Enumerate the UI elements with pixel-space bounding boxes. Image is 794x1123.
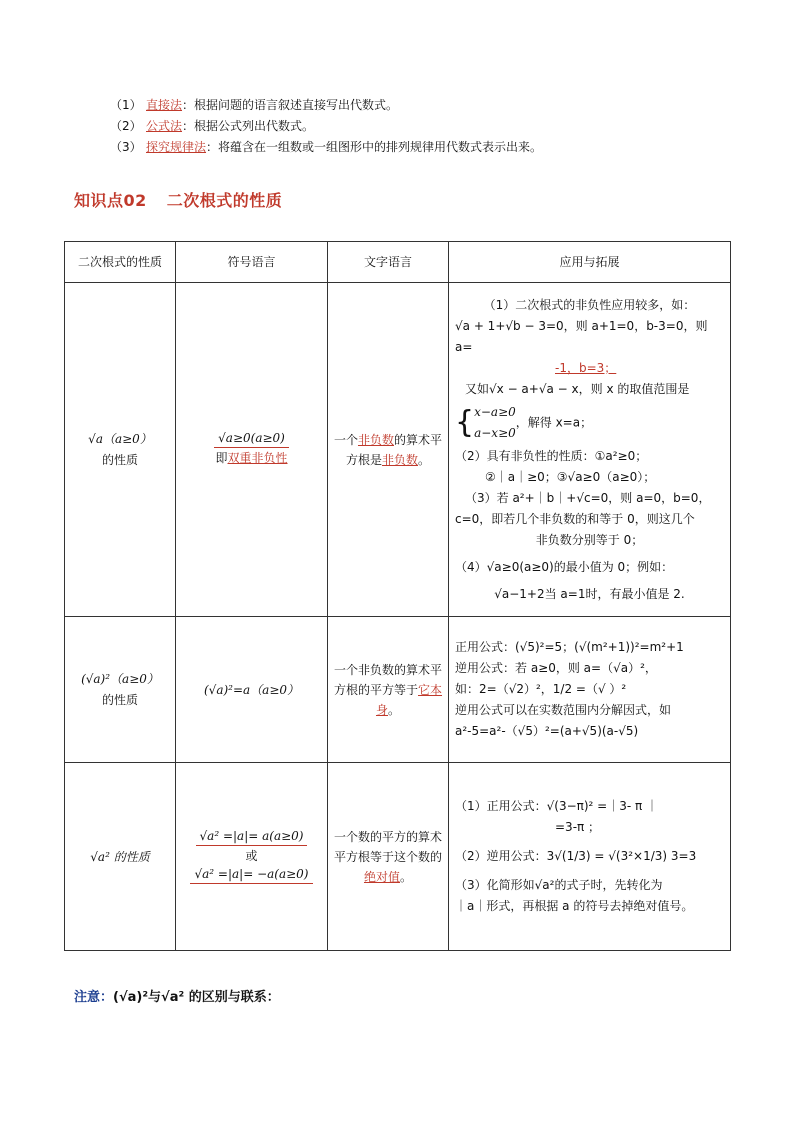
text-part: 一个非负数的算术平方根的平方等于 [333, 662, 442, 697]
app-line: （1）正用公式：√(3−π)² =｜3- π ｜ [455, 799, 659, 813]
text-part: 一个 [333, 432, 358, 447]
text-part: 。 [418, 452, 431, 467]
table-header-row [65, 242, 731, 283]
app-line: （4）√a≥0(a≥0)的最小值为 0；例如： [455, 559, 674, 574]
note [74, 986, 280, 1005]
method-name: 公式法 [146, 119, 183, 133]
app-line: =3-π ； [555, 820, 601, 834]
symbol-formula: √a² =|a|= a(a≥0) [196, 829, 308, 846]
app-line: -1，b=3； [555, 360, 617, 375]
app-line: ｜a｜形式，再根据 a 的符号去掉绝对值号。 [455, 899, 694, 913]
text-cell [328, 763, 449, 951]
table-row [65, 617, 731, 763]
symbol-formula: √a² =|a|= −a(a≥0) [190, 867, 312, 884]
app-line: 逆用公式可以在实数范围内分解因式，如 [455, 703, 672, 717]
method-num: （3） [110, 140, 142, 154]
symbol-cell [176, 283, 328, 617]
section-label: 知识点02 [74, 191, 147, 210]
symbol-cell [176, 763, 328, 951]
property-cell [65, 617, 176, 763]
app-line: 如：2=（√2）²，1/2 =（√ ）² [455, 682, 627, 696]
property-formula: √a（a≥0） [88, 431, 152, 446]
inequality-system: { x−a≥0 a−x≥0 ，解得 x=a； [455, 402, 724, 444]
symbol-or: 或 [245, 849, 258, 863]
property-caption: 的性质 [101, 452, 138, 467]
methods-list [110, 95, 542, 158]
note-text: (√a)²与√a² 的区别与联系： [113, 990, 280, 1005]
header-cell: 符号语言 [176, 242, 328, 283]
app-line: 正用公式：(√5)²=5；(√(m²+1))²=m²+1 [455, 640, 684, 654]
app-line: （2）具有非负性的性质：①a²≥0； [455, 448, 648, 463]
method-name: 直接法 [146, 98, 183, 112]
symbol-formula: √a≥0(a≥0) [214, 431, 289, 448]
method-name: 探究规律法 [146, 140, 207, 154]
note-label: 注意： [74, 990, 114, 1005]
symbol-prefix: 即 [215, 450, 228, 465]
application-cell [449, 617, 731, 763]
text-cell [328, 283, 449, 617]
header-cell: 应用与拓展 [449, 242, 731, 283]
text-highlight: 它本身 [375, 682, 443, 717]
app-line: a²-5=a²-（√5）²=(a+√5)(a-√5) [455, 724, 639, 738]
app-ineq: x−a≥0 [474, 404, 516, 419]
app-line: （2）逆用公式：3√(1/3) = √(3²×1/3) 3=3 [455, 849, 697, 863]
symbol-cell: (√a)²=a（a≥0） [176, 617, 328, 763]
table-row [65, 763, 731, 951]
application-cell [449, 283, 731, 617]
method-num: （2） [110, 119, 142, 133]
app-line: ，解得 x=a； [515, 415, 593, 429]
method-text: ：将蕴含在一组数或一组图形中的排列规律用代数式表示出来。 [206, 140, 543, 154]
property-caption: 的性质 [101, 692, 138, 707]
text-part: 。 [400, 869, 413, 884]
header-cell: 文字语言 [328, 242, 449, 283]
header-cell: 二次根式的性质 [65, 242, 176, 283]
app-line: √a + 1+√b − 3=0，则 a+1=0，b-3=0，则 a= [455, 318, 708, 354]
table-row [65, 283, 731, 617]
text-highlight: 绝对值 [363, 869, 400, 884]
app-line: （3）若 a²+｜b｜+√c=0，则 a=0，b=0， [465, 490, 711, 505]
app-line: c=0，即若几个非负数的和等于 0，则这几个 [455, 511, 695, 526]
section-heading: 二次根式的性质 [166, 191, 283, 210]
text-highlight: 非负数 [357, 432, 394, 447]
text-highlight: 非负数 [381, 452, 418, 467]
property-formula: (√a)²（a≥0） [81, 671, 159, 686]
method-item [110, 95, 542, 116]
text-cell [328, 617, 449, 763]
section-title [74, 188, 282, 211]
app-line: 逆用公式：若 a≥0，则 a=（√a）²， [455, 661, 657, 675]
text-part: 一个数的平方的算术平方根等于这个数的 [333, 829, 442, 864]
property-cell [65, 283, 176, 617]
text-part: 。 [388, 702, 401, 717]
app-line: （1）二次根式的非负性应用较多，如： [483, 297, 696, 312]
application-cell [449, 763, 731, 951]
property-cell: √a² 的性质 [65, 763, 176, 951]
method-item [110, 137, 542, 158]
method-num: （1） [110, 98, 142, 112]
app-line: （3）化简形如√a²的式子时，先转化为 [455, 878, 663, 892]
method-item [110, 116, 542, 137]
text-part: 的算术平方根是 [345, 432, 443, 467]
app-line: ②｜a｜≥0；③√a≥0（a≥0）； [485, 469, 656, 484]
properties-table [64, 241, 731, 951]
app-ineq: a−x≥0 [474, 425, 516, 440]
app-line: 非负数分别等于 0； [535, 532, 644, 547]
symbol-highlight: 双重非负性 [227, 450, 288, 465]
method-text: ：根据问题的语言叙述直接写出代数式。 [182, 98, 399, 112]
method-text: ：根据公式列出代数式。 [182, 119, 315, 133]
app-line: √a−1+2当 a=1时，有最小值是 2. [494, 586, 685, 601]
app-line: 又如√x − a+√a − x，则 x 的取值范围是 [465, 381, 690, 396]
